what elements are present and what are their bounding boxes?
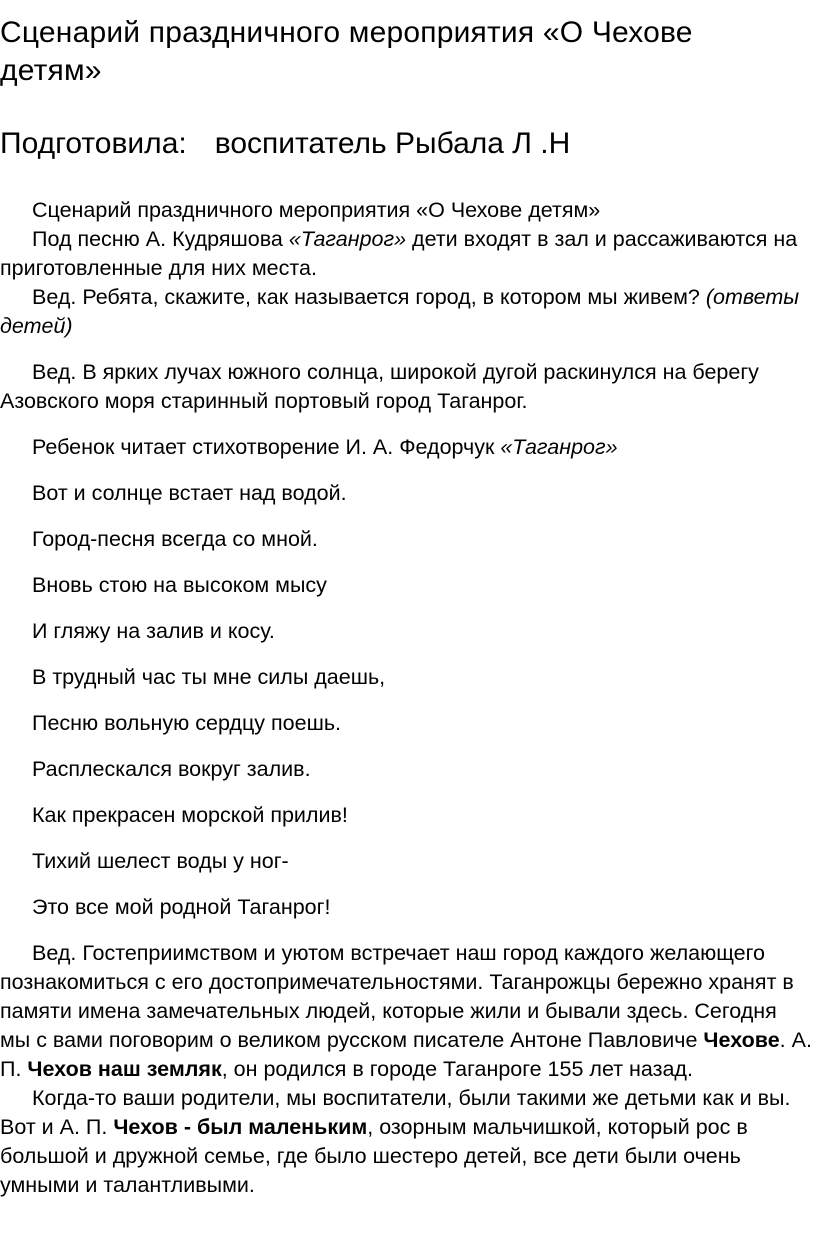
document-title: Сценарий праздничного мероприятия «О Чехове детям» (0, 16, 693, 87)
stage-direction: (ответы детей) (0, 285, 800, 338)
poem-line: Расплескался вокруг залив. (32, 757, 311, 781)
poem-line: Песню вольную сердцу поешь. (32, 711, 341, 735)
bold-text: Чехов - был маленьким (113, 1115, 368, 1139)
paragraph: Вед. Ребята, скажите, как называется город, в котором мы живем? (ответы детей) (0, 285, 800, 338)
poem-line: И гляжу на залив и косу. (32, 619, 275, 643)
poem-line: Это все мой родной Таганрог! (32, 895, 331, 919)
paragraph: Когда-то ваши родители, мы воспитатели, были такими же детьми как и вы. Вот и А. П. Чехов - был маленьким, озорным мальчишкой, который рос в большой и дружной семье, где было шестеро детей, все дети были очень умными и талантливыми. (0, 1086, 791, 1197)
song-title: «Таганрог» (288, 227, 407, 251)
bold-text: Чехов наш земляк (27, 1057, 222, 1081)
poem-line: Город-песня всегда со мной. (32, 527, 318, 551)
paragraph: Вед. Гостеприимством и уютом встречает наш город каждого желающего познакомиться с его достопримечательностями. Таганрожцы бережно хранят в памяти имена замечательных людей, которые жили и бывали здесь. Сегодня мы с вами поговорим о великом русском писателе Антоне Павловиче Чехове. А. П. Чехов наш земляк, он родился в городе Таганроге 155 лет назад. (0, 941, 812, 1081)
poem-line: Как прекрасен морской прилив! (32, 803, 348, 827)
poem-line: Вот и солнце встает над водой. (32, 481, 347, 505)
poem-line: Вновь стою на высоком мысу (32, 573, 327, 597)
paragraph: Ребенок читает стихотворение И. А. Федорчук «Таганрог» (32, 435, 618, 459)
author-label: Подготовила: (0, 127, 187, 160)
poem-line: В трудный час ты мне силы даешь, (32, 665, 386, 689)
author-name: воспитатель Рыбала Л .Н (214, 127, 571, 160)
poem-line: Тихий шелест воды у ног- (32, 849, 289, 873)
poem-title: «Таганрог» (500, 435, 618, 459)
paragraph: Сценарий праздничного мероприятия «О Чехове детям» (32, 198, 601, 222)
paragraph: Вед. В ярких лучах южного солнца, широкой дугой раскинулся на берегу Азовского моря старинный портовый город Таганрог. (0, 360, 759, 413)
paragraph: Под песню А. Кудряшова «Таганрог» дети входят в зал и рассаживаются на приготовленные для них места. (0, 227, 798, 280)
author-line (0, 125, 800, 163)
poem (0, 479, 812, 922)
document-body (0, 196, 812, 1200)
bold-text: Чехове (703, 1028, 780, 1052)
